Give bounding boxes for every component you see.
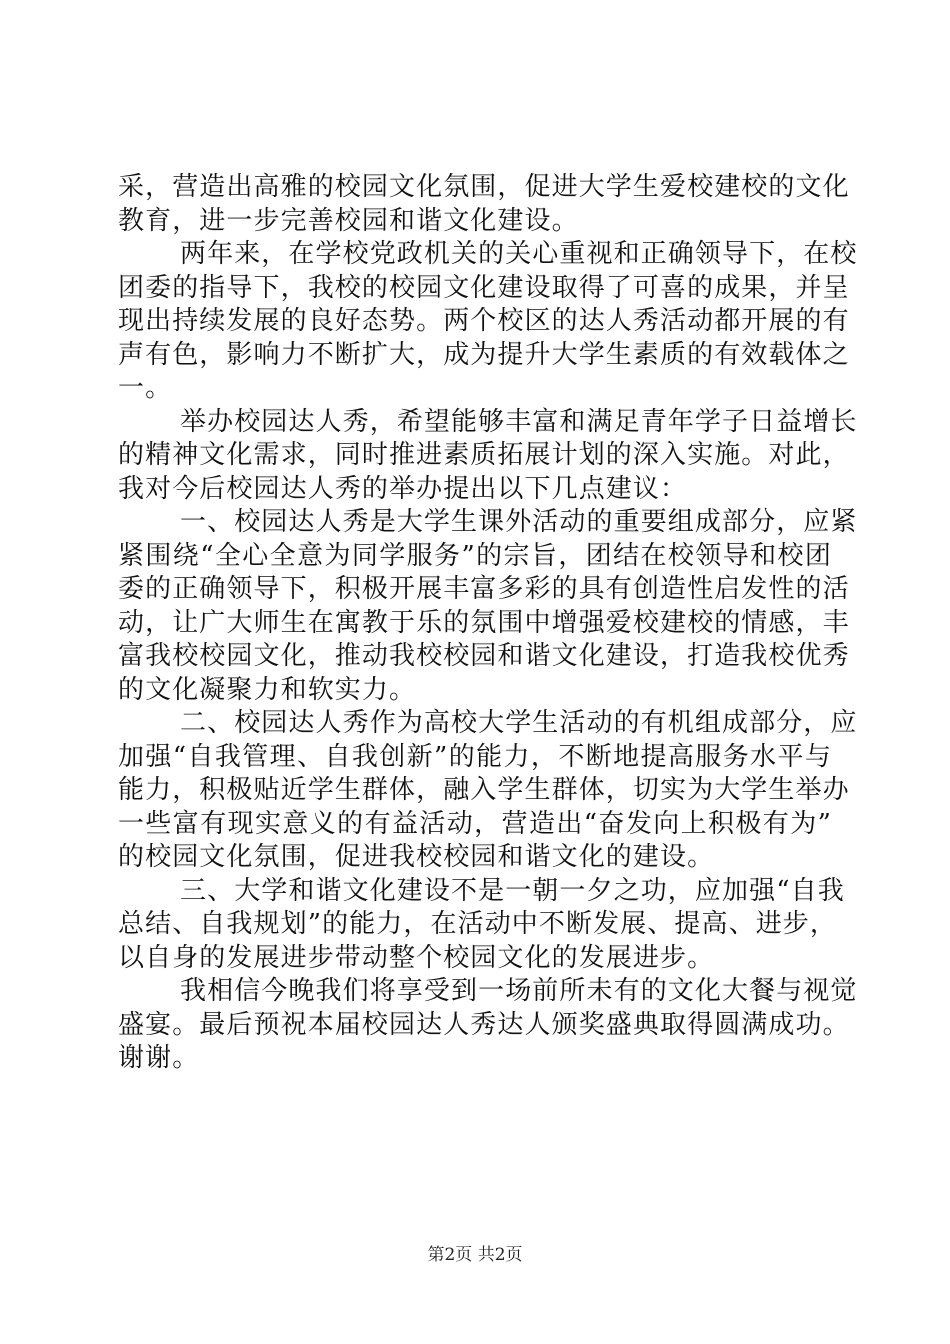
text-line: 两年来，在学校党政机关的关心重视和正确领导下，在校 — [180, 239, 858, 269]
text-line: 能力，积极贴近学生群体，融入学生群体，切实为大学生举办 — [118, 775, 850, 805]
text-line: 委的正确领导下，积极开展丰富多彩的具有创造性启发性的活 — [118, 574, 850, 604]
paragraph — [118, 406, 858, 507]
text-line: 二、校园达人秀作为高校大学生活动的有机组成部分，应 — [180, 708, 858, 738]
text-line: 团委的指导下，我校的校园文化建设取得了可喜的成果，并呈 — [118, 272, 850, 303]
text-line: 动，让广大师生在寓教于乐的氛围中增强爱校建校的情感，丰 — [118, 607, 850, 638]
text-line: 的文化凝聚力和软实力。 — [118, 674, 417, 705]
text-line: 盛宴。最后预祝本届校园达人秀达人颁奖盛典取得圆满成功。 — [118, 1009, 850, 1040]
paragraph — [118, 506, 858, 707]
text-line: 一。 — [118, 373, 173, 403]
text-line: 举办校园达人秀，希望能够丰富和满足青年学子日益增长 — [180, 406, 858, 437]
text-line: 的校园文化氛围，促进我校校园和谐文化的建设。 — [118, 842, 715, 872]
text-line: 一、校园达人秀是大学生课外活动的重要组成部分，应紧 — [180, 507, 858, 537]
paragraph — [118, 171, 850, 238]
paragraph — [118, 975, 858, 1076]
text-line: 加强“自我管理、自我创新”的能力，不断地提高服务水平与 — [118, 741, 832, 772]
text-line: 我相信今晚我们将享受到一场前所未有的文化大餐与视觉 — [180, 976, 858, 1006]
text-line: 一些富有现实意义的有益活动，营造出“奋发向上积极有为” — [118, 808, 832, 839]
paragraph — [118, 238, 858, 406]
text-line: 富我校校园文化，推动我校校园和谐文化建设，打造我校优秀 — [118, 641, 850, 671]
paragraph — [118, 875, 845, 976]
text-line: 的精神文化需求，同时推进素质拓展计划的深入实施。对此， — [118, 440, 850, 470]
paragraph — [118, 707, 858, 875]
text-line: 三、大学和谐文化建设不是一朝一夕之功，应加强“自我 — [180, 875, 845, 906]
text-line: 紧围绕“全心全意为同学服务”的宗旨，团结在校领导和校团 — [118, 540, 832, 571]
text-line: 现出持续发展的良好态势。两个校区的达人秀活动都开展的有 — [118, 306, 850, 336]
text-line: 采，营造出高雅的校园文化氛围，促进大学生爱校建校的文化 — [118, 172, 850, 202]
text-line: 声有色，影响力不断扩大，成为提升大学生素质的有效载体之 — [118, 339, 850, 370]
text-line: 总结、自我规划”的能力，在活动中不断发展、提高、进步， — [118, 909, 837, 939]
document-body — [118, 171, 858, 1076]
text-line: 我对今后校园达人秀的举办提出以下几点建议： — [118, 473, 688, 504]
text-line: 以自身的发展进步带动整个校园文化的发展进步。 — [118, 942, 715, 973]
text-line: 教育，进一步完善校园和谐文化建设。 — [118, 205, 579, 236]
page-footer: 第2页 共2页 — [427, 1245, 523, 1265]
text-line: 谢谢。 — [118, 1043, 200, 1073]
